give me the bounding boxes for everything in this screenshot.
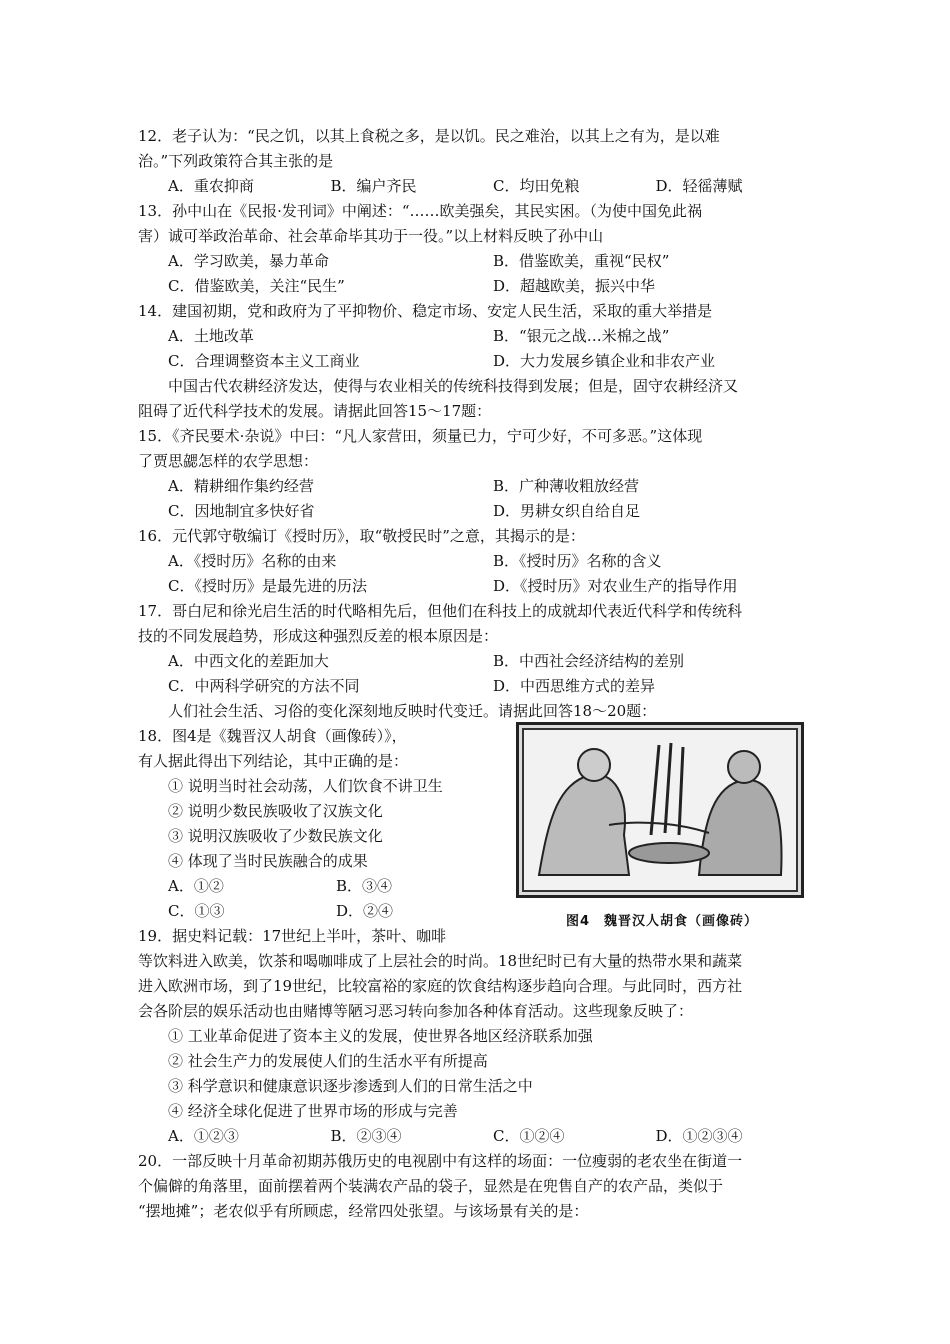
q16-option-a: A．《授时历》名称的由来	[168, 552, 337, 570]
q18-item-1: ① 说明当时社会动荡，人们饮食不讲卫生	[168, 777, 443, 795]
q15-stem-2: 了贾思勰怎样的农学思想：	[138, 452, 319, 470]
q14-option-b: B．“银元之战…米棉之战”	[493, 327, 670, 345]
q15-options-row2	[138, 499, 818, 524]
q13-stem-1: 13．孙中山在《民报·发刊词》中阐述：“……欧美强矣，其民实困。（为使中国免此祸	[138, 202, 703, 220]
q16-options-row1	[138, 549, 818, 574]
q12-option-c: C．均田免粮	[493, 177, 580, 195]
figure-4-image	[516, 722, 804, 898]
q18-option-c: C．①③	[168, 902, 225, 920]
q18-stem-1: 18．图4是《魏晋汉人胡食（画像砖）》，	[138, 727, 407, 745]
q14-options-row2	[138, 349, 818, 374]
q19-item-3: ③ 科学意识和健康意识逐步渗透到人们的日常生活之中	[168, 1077, 533, 1095]
q19-options	[138, 1124, 818, 1149]
q19-stem-3: 进入欧洲市场，到了19世纪，比较富裕的家庭的饮食结构逐步趋向合理。与此同时，西方社	[138, 977, 743, 995]
q14-stem-1: 14．建国初期，党和政府为了平抑物价、稳定市场、安定人民生活，采取的重大举措是	[138, 302, 713, 320]
q13-options-row1	[138, 249, 818, 274]
q20-stem-2: 个偏僻的角落里，面前摆着两个装满农产品的袋子，显然是在兜售自产的农产品，类似于	[138, 1177, 724, 1195]
q19-item-2: ② 社会生产力的发展使人们的生活水平有所提高	[168, 1052, 488, 1070]
q18-option-b: B．③④	[336, 877, 393, 895]
q18-option-d: D．②④	[336, 902, 394, 920]
q13-options-row2	[138, 274, 818, 299]
q18-option-a: A．①②	[168, 877, 224, 895]
q15-options-row1	[138, 474, 818, 499]
q17-options-row2	[138, 674, 818, 699]
q13-option-c: C．借鉴欧美，关注“民生”	[168, 277, 345, 295]
figure-4	[510, 722, 814, 944]
intro-15-17-line-2: 阻碍了近代科学技术的发展。请据此回答15～17题：	[138, 402, 492, 420]
q20-stem-1: 20．一部反映十月革命初期苏俄历史的电视剧中有这样的场面：一位瘦弱的老农坐在街道一	[138, 1152, 743, 1170]
q15-option-a: A．精耕细作集约经营	[168, 477, 314, 495]
q13-option-a: A．学习欧美，暴力革命	[168, 252, 329, 270]
q19-stem-1: 19．据史料记载：17世纪上半叶，茶叶、咖啡	[138, 927, 447, 945]
q12-stem-2: 治。”下列政策符合其主张的是	[138, 152, 334, 170]
q19-item-4: ④ 经济全球化促进了世界市场的形成与完善	[168, 1102, 458, 1120]
intro-18-20-line-1: 人们社会生活、习俗的变化深刻地反映时代变迁。请据此回答18～20题：	[168, 702, 657, 720]
q18-options-row1	[138, 874, 538, 899]
q12-option-a: A．重农抑商	[168, 177, 254, 195]
q13-option-b: B．借鉴欧美，重视“民权”	[493, 252, 670, 270]
q12-stem-1: 12．老子认为：“民之饥，以其上食税之多，是以饥。民之难治，以其上之有为，是以难	[138, 127, 720, 145]
q13-stem-2: 害）诚可举政治革命、社会革命毕其功于一役。”以上材料反映了孙中山	[138, 227, 604, 245]
q17-option-c: C．中两科学研究的方法不同	[168, 677, 360, 695]
q15-stem-1: 15．《齐民要术·杂说》中曰：“凡人家营田，须量已力，宁可少好，不可多恶。”这体现	[138, 427, 703, 445]
q14-option-d: D．大力发展乡镇企业和非农产业	[493, 352, 716, 370]
q17-stem-1: 17．哥白尼和徐光启生活的时代略相先后，但他们在科技上的成就却代表近代科学和传统科	[138, 602, 743, 620]
q16-option-c: C．《授时历》是最先进的历法	[168, 577, 367, 595]
q12-option-d: D．轻徭薄赋	[655, 177, 743, 195]
q19-option-a: A．①②③	[168, 1127, 239, 1145]
q13-option-d: D．超越欧美，振兴中华	[493, 277, 656, 295]
q19-stem-4: 会各阶层的娱乐活动也由赌博等陋习恶习转向参加各种体育活动。这些现象反映了：	[138, 1002, 694, 1020]
q17-options-row1	[138, 649, 818, 674]
q17-stem-2: 技的不同发展趋势，形成这种强烈反差的根本原因是：	[138, 627, 499, 645]
q19-option-b: B．②③④	[330, 1127, 402, 1145]
q18-item-3: ③ 说明汉族吸收了少数民族文化	[168, 827, 383, 845]
q12-option-b: B．编户齐民	[330, 177, 417, 195]
q18-item-2: ② 说明少数民族吸收了汉族文化	[168, 802, 383, 820]
q17-option-b: B．中西社会经济结构的差别	[493, 652, 685, 670]
q19-item-1: ① 工业革命促进了资本主义的发展，使世界各地区经济联系加强	[168, 1027, 593, 1045]
q19-option-d: D．①②③④	[655, 1127, 743, 1145]
q16-options-row2	[138, 574, 818, 599]
figure-4-caption: 图4 魏晋汉人胡食（画像砖）	[565, 914, 759, 929]
q17-option-a: A．中西文化的差距加大	[168, 652, 329, 670]
exam-page	[138, 124, 818, 1224]
q18-item-4: ④ 体现了当时民族融合的成果	[168, 852, 368, 870]
q15-option-d: D．男耕女织自给自足	[493, 502, 641, 520]
q14-option-c: C．合理调整资本主义工商业	[168, 352, 360, 370]
q18-stem-2: 有人据此得出下列结论，其中正确的是：	[138, 752, 409, 770]
q15-option-c: C．因地制宜多快好省	[168, 502, 315, 520]
q19-stem-2: 等饮料进入欧美，饮茶和喝咖啡成了上层社会的时尚。18世纪时已有大量的热带水果和蔬菜	[138, 952, 743, 970]
q16-option-b: B．《授时历》名称的含义	[493, 552, 662, 570]
intro-15-17-line-1: 中国古代农耕经济发达，使得与农业相关的传统科技得到发展；但是，固守农耕经济又	[168, 377, 739, 395]
q16-stem-1: 16．元代郭守敬编订《授时历》，取“敬授民时”之意，其揭示的是：	[138, 527, 585, 545]
q17-option-d: D．中西思维方式的差异	[493, 677, 656, 695]
q20-stem-3: “摆地摊”；老农似乎有所顾虑，经常四处张望。与该场景有关的是：	[138, 1202, 589, 1220]
q14-options-row1	[138, 324, 818, 349]
q12-options	[138, 174, 818, 199]
q15-option-b: B．广种薄收粗放经营	[493, 477, 640, 495]
q19-option-c: C．①②④	[493, 1127, 565, 1145]
q16-option-d: D．《授时历》对农业生产的指导作用	[493, 577, 738, 595]
q14-option-a: A．土地改革	[168, 327, 254, 345]
q18-block	[138, 724, 818, 929]
q18-options-row2	[138, 899, 538, 924]
